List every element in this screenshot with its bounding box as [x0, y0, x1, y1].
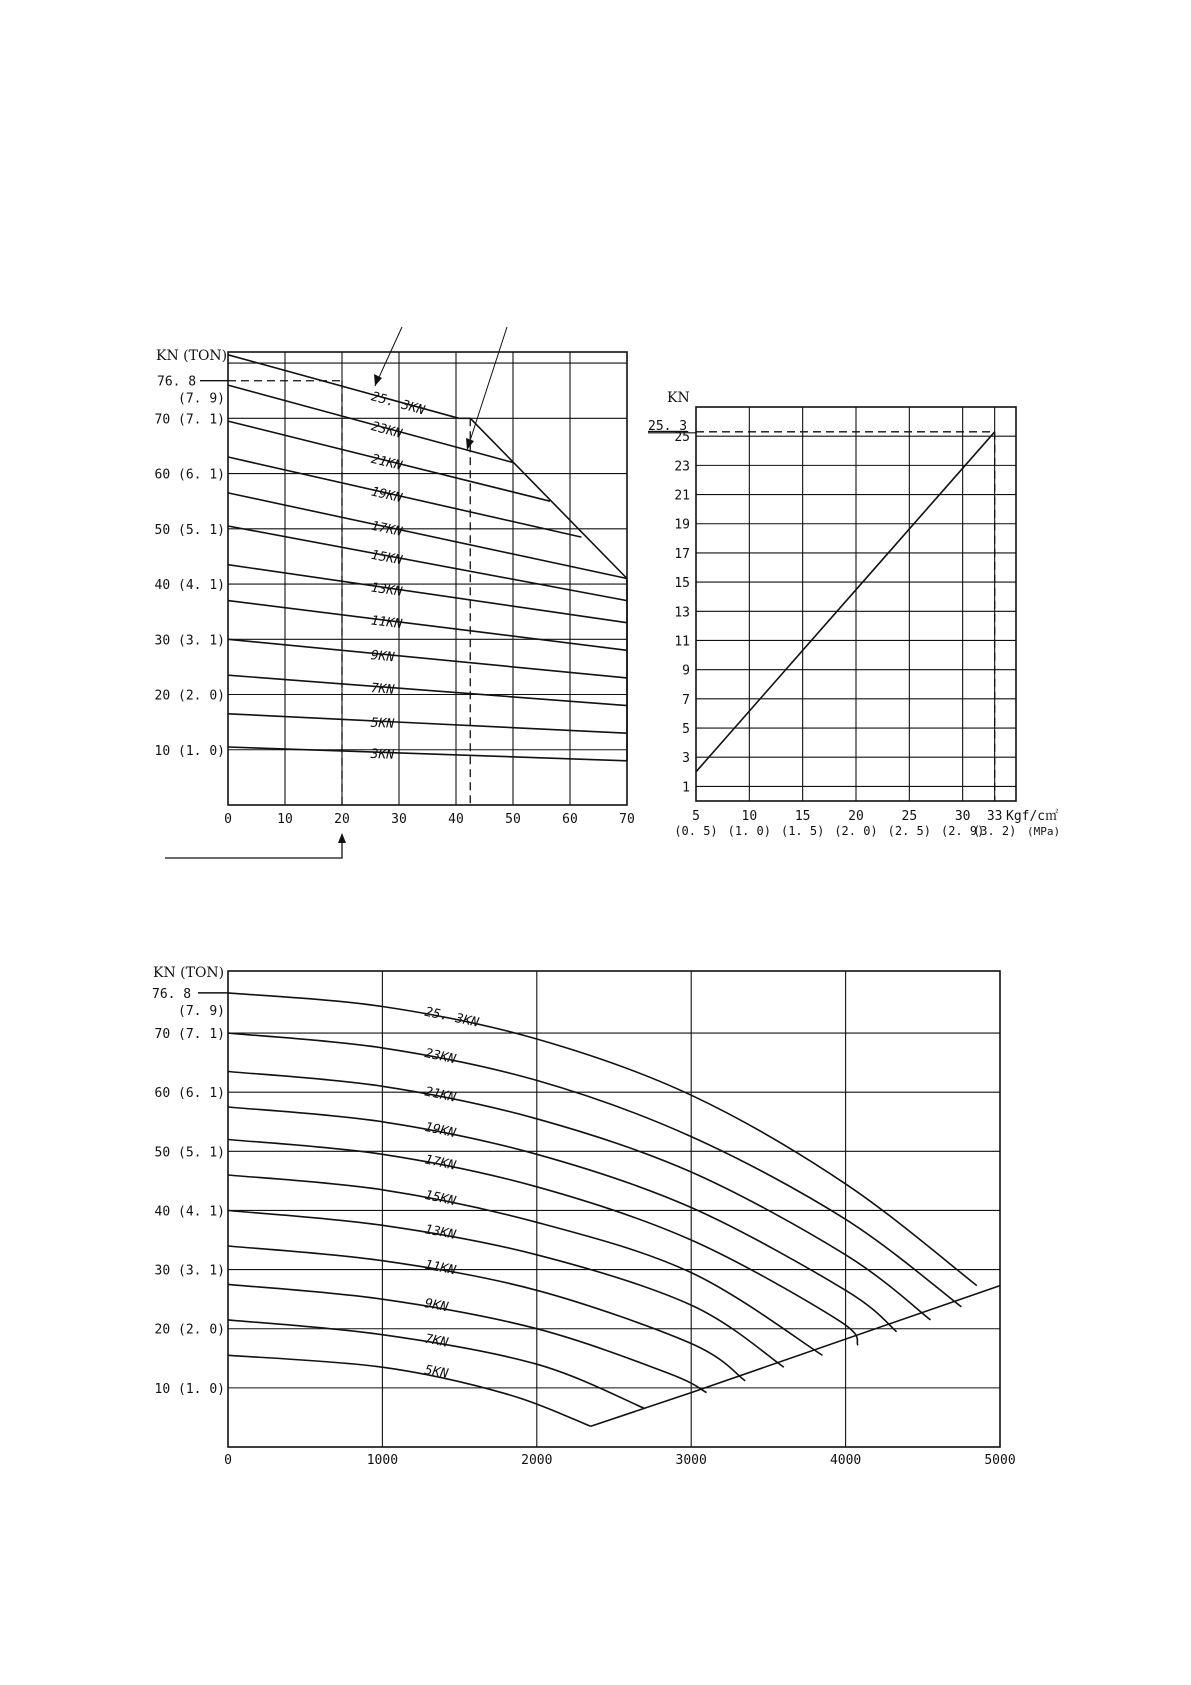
y-tick-label: 11 — [674, 634, 690, 650]
y-tick-label: 9 — [682, 663, 690, 679]
y-extra-label: (7. 9) — [178, 391, 225, 407]
x-unit-label: Kgf/c㎡ — [1006, 809, 1059, 824]
series-label: 17KN — [423, 1152, 458, 1174]
series-label: 25. 3KN — [423, 1004, 481, 1031]
x-tick-label: 25 — [901, 809, 918, 824]
y-tick-label: 50 (5. 1) — [154, 522, 225, 538]
y-axis-title: KN (TON) — [156, 348, 228, 364]
x-tick-label: 4000 — [829, 1453, 862, 1468]
y-tick-label: 5 — [682, 722, 690, 738]
series-label: 5KN — [370, 715, 395, 732]
x-tick-label-mpa: (1. 5) — [780, 824, 825, 838]
series-label: 23KN — [423, 1046, 458, 1068]
x-tick-label: 30 — [391, 812, 407, 827]
x-tick-label: 2000 — [521, 1453, 553, 1468]
y-tick-label: 19 — [674, 517, 690, 533]
y-tick-label: 70 (7. 1) — [154, 412, 225, 428]
y-tick-label: 7 — [682, 692, 690, 708]
y-tick-label: 21 — [674, 488, 690, 504]
y-tick-label: 20 (2. 0) — [154, 688, 225, 704]
series-label: 9KN — [423, 1296, 450, 1316]
x-tick-label: 50 — [505, 812, 521, 827]
annotation-arrow — [467, 327, 507, 450]
series-label: 17KN — [369, 518, 404, 540]
x-tick-label: 10 — [277, 812, 293, 827]
series-line-3KN — [228, 747, 627, 761]
series-label: 9KN — [370, 648, 395, 666]
series-curve-9KN — [228, 1284, 707, 1392]
x-tick-label-mpa: (1. 0) — [727, 824, 772, 838]
series-label: 3KN — [370, 746, 395, 763]
x-tick-label: 5 — [692, 809, 700, 824]
x-tick-label: 70 — [619, 812, 635, 827]
series-line-5KN — [228, 714, 627, 733]
series-line-19KN — [228, 457, 581, 537]
y-tick-label: 60 (6. 1) — [154, 467, 225, 483]
series-label: 15KN — [369, 547, 404, 569]
series-label: 11KN — [423, 1257, 457, 1279]
annotation-arrowhead — [374, 374, 382, 386]
y-axis-title: KN (TON) — [153, 965, 225, 981]
series-line-11KN — [228, 601, 627, 651]
x-tick-label: 30 — [954, 809, 971, 824]
y-tick-label: 3 — [682, 751, 690, 767]
x-tick-label: 20 — [334, 812, 350, 827]
series-label: 25. 3KN — [369, 389, 427, 419]
series-label: 7KN — [423, 1331, 450, 1351]
pressure-force-chart — [648, 390, 1060, 838]
y-tick-label: 1 — [682, 780, 690, 796]
y-extra-label: 76. 8 — [152, 986, 192, 1002]
y-tick-label: 40 (4. 1) — [154, 578, 225, 594]
series-line-9KN — [228, 639, 627, 678]
y-extra-label: (7. 9) — [178, 1003, 225, 1019]
limit-envelope — [591, 1286, 1000, 1427]
y-tick-label: 20 (2. 0) — [154, 1322, 225, 1338]
x-tick-label-mpa: (2. 9) — [940, 824, 985, 838]
series-label: 19KN — [369, 484, 404, 507]
y-tick-label: 30 (3. 1) — [154, 1263, 225, 1279]
plot-frame — [228, 352, 627, 805]
y-tick-label: 40 (4. 1) — [154, 1204, 225, 1220]
x-tick-label: 33 — [986, 809, 1003, 824]
series-curve-23KN — [228, 1033, 961, 1307]
series-label: 5KN — [423, 1362, 450, 1382]
y-tick-label: 50 (5. 1) — [154, 1145, 225, 1161]
series-label: 7KN — [370, 681, 395, 698]
y-tick-label: 25 — [674, 430, 690, 446]
y-tick-label: 13 — [674, 605, 690, 621]
x-tick-label-mpa: (2. 0) — [834, 824, 878, 838]
series-line-13KN — [228, 565, 627, 623]
pointer-arrow — [165, 838, 342, 858]
y-tick-label: 15 — [674, 576, 690, 592]
y-extra-label: 76. 8 — [157, 374, 197, 390]
series-line-force — [696, 432, 995, 772]
series-label: 19KN — [423, 1120, 458, 1142]
y-tick-label: 10 (1. 0) — [154, 743, 225, 759]
series-curve-21KN — [228, 1072, 931, 1320]
x-tick-label: 40 — [448, 812, 464, 827]
x-tick-label-mpa: (3. 2) — [972, 824, 1017, 838]
y-tick-label: 23 — [674, 459, 690, 475]
x-tick-label: 60 — [562, 812, 578, 827]
limit-envelope — [459, 418, 627, 761]
series-line-7KN — [228, 675, 627, 705]
x-tick-label-mpa: (0. 5) — [674, 824, 718, 838]
x-tick-label: 0 — [224, 1453, 232, 1468]
series-label: 23KN — [369, 419, 404, 442]
speed-force-chart — [155, 327, 635, 858]
series-curve-13KN — [228, 1211, 784, 1368]
x-tick-label: 10 — [741, 809, 758, 824]
x-tick-label: 5000 — [984, 1453, 1016, 1468]
x-tick-label: 1000 — [366, 1453, 399, 1468]
series-label: 21KN — [369, 451, 404, 474]
series-line-15KN — [228, 526, 627, 601]
series-label: 21KN — [423, 1084, 458, 1106]
y-tick-label: 60 (6. 1) — [154, 1086, 225, 1102]
frequency-force-chart — [152, 965, 1016, 1468]
x-unit-label-mpa: (MPa) — [1027, 825, 1061, 838]
pointer-arrowhead — [338, 833, 346, 843]
y-tick-label: 17 — [674, 546, 690, 562]
series-label: 15KN — [423, 1188, 458, 1210]
x-tick-label: 3000 — [675, 1453, 707, 1468]
x-tick-label-mpa: (2. 5) — [887, 824, 932, 838]
x-tick-label: 20 — [848, 809, 864, 824]
y-tick-label: 10 (1. 0) — [154, 1381, 225, 1397]
series-label: 11KN — [370, 613, 403, 633]
y-extra-label: 25. 3 — [648, 418, 688, 434]
y-axis-title: KN — [667, 390, 690, 406]
y-tick-label: 70 (7. 1) — [154, 1027, 225, 1043]
x-tick-label: 15 — [794, 809, 811, 824]
series-label: 13KN — [369, 580, 404, 600]
series-line-17KN — [228, 493, 627, 579]
series-label: 13KN — [423, 1222, 457, 1243]
x-tick-label: 0 — [224, 812, 232, 827]
y-tick-label: 30 (3. 1) — [154, 633, 225, 649]
